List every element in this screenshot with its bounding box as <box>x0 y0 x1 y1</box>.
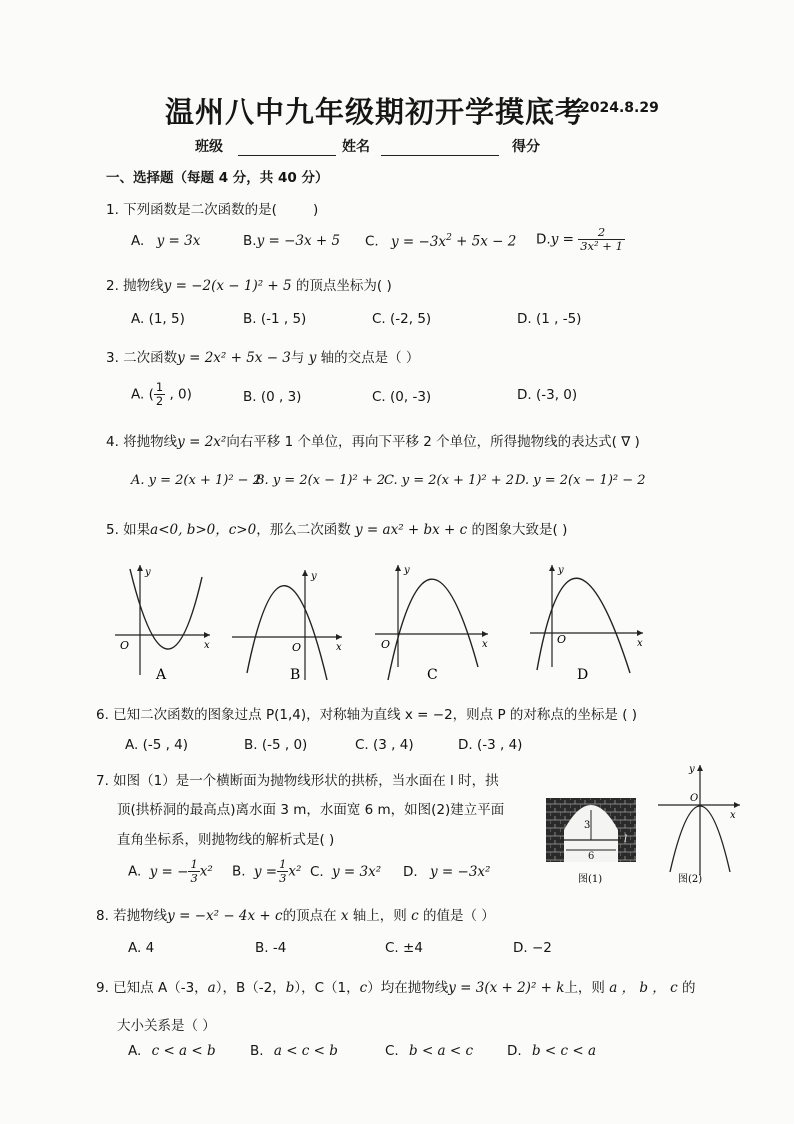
q1-d-expr-pre: y = <box>550 231 574 248</box>
q8-stem-post: 的值是（ ） <box>418 908 495 924</box>
q7-d-expr: y = −3x² <box>429 864 491 880</box>
q4-stem-post: 向右平移 1 个单位，再向下平移 2 个单位，所得抛物线的表达式( ∇ ) <box>226 434 640 450</box>
graph-a-y-label: y <box>145 567 151 578</box>
q5-stem-pre: 5. 如果 <box>106 522 151 538</box>
q9-option-b[interactable] <box>250 1043 338 1059</box>
q3-option-c[interactable]: C. (0, -3) <box>372 389 432 405</box>
q7-b-pre: y = <box>253 863 278 880</box>
q6-option-b[interactable]: B. (-5 , 0) <box>244 737 308 753</box>
q1-option-b[interactable] <box>243 233 340 249</box>
q1-c-expr-post: + 5x − 2 <box>451 233 517 250</box>
q1-d-fraction <box>578 226 625 253</box>
q8-stem-mid2: 轴上，则 <box>348 908 412 924</box>
q9-stem-mid2: ），C（1， <box>294 980 360 996</box>
q4-stem-pre: 4. 将抛物线 <box>106 434 178 450</box>
q8-stem-mid: 的顶点在 <box>282 908 341 924</box>
class-label: 班级 <box>195 139 223 155</box>
q5-graphs <box>0 555 794 690</box>
q7-b-post: x² <box>288 863 302 880</box>
name-label: 姓名 <box>342 139 370 155</box>
q9-d-label: D. <box>507 1043 522 1059</box>
q1-b-expr: y = −3x + 5 <box>256 233 341 249</box>
q7-a-fraction <box>188 858 199 885</box>
q3-stem-post: 轴的交点是（ ） <box>316 350 420 366</box>
name-blank[interactable] <box>381 141 499 156</box>
q3-stem-pre: 3. 二次函数 <box>106 350 178 366</box>
q7-c-expr: y = 3x² <box>332 864 382 880</box>
q7-b-label: B. <box>232 863 246 880</box>
graph-c-parabola <box>388 579 478 680</box>
question-3-stem <box>106 346 419 366</box>
q5-stem-cond: a<0, b>0，c>0 <box>150 522 257 538</box>
q8-stem-c: c <box>411 908 419 924</box>
graph-c-x-label: x <box>482 639 488 650</box>
graph-a-parabola <box>130 569 202 649</box>
q6-option-a[interactable]: A. (-5 , 4) <box>125 737 189 753</box>
q7-figures <box>540 760 760 890</box>
fig2-x-label: x <box>730 810 736 821</box>
q6-option-d[interactable]: D. (-3 , 4) <box>458 737 523 753</box>
q7-option-c[interactable] <box>310 864 381 880</box>
q7-d-label: D. <box>403 864 418 880</box>
graph-b-x-label: x <box>336 642 342 653</box>
graph-d-origin: O <box>557 633 567 646</box>
q9-b-expr: a < c < b <box>273 1043 338 1059</box>
q5-stem-post: 的图象大致是( ) <box>467 522 568 538</box>
q9-a-expr: c < a < b <box>151 1043 216 1059</box>
q8-stem-x: x <box>340 908 349 924</box>
page-title: 温州八中九年级期初开学摸底考 <box>165 95 586 129</box>
fig2-x-arrow <box>734 802 740 808</box>
q8-option-b[interactable]: B. -4 <box>255 940 287 956</box>
q9-b-label: B. <box>250 1043 264 1059</box>
q9-stem-post: 上，则 <box>564 980 605 996</box>
q3-a-fraction <box>154 381 165 408</box>
question-7-line-2: 顶(拱桥洞的最高点)离水面 3 m，水面宽 6 m，如图(2)建立平面 <box>117 802 505 818</box>
q8-option-a[interactable]: A. 4 <box>128 940 155 956</box>
q9-option-d[interactable] <box>507 1043 596 1059</box>
graph-d-y-arrow <box>549 565 555 571</box>
fig2-caption: 图(2) <box>678 874 703 885</box>
q7-b-numerator: 1 <box>279 857 287 871</box>
q3-option-b[interactable]: B. (0 , 3) <box>243 389 302 405</box>
question-4-stem <box>106 430 640 450</box>
graph-b-x-arrow <box>336 634 342 640</box>
question-2-stem <box>106 274 392 294</box>
q4-option-d[interactable]: D. y = 2(x − 1)² − 2 <box>515 473 646 488</box>
graph-c-caption: C <box>427 667 438 683</box>
graph-b-y-arrow <box>302 570 308 576</box>
q1-stem-text: 1. 下列函数是二次函数的是( <box>106 202 277 218</box>
q7-a-pre: y = − <box>149 863 189 880</box>
q1-d-denominator: 3x² + 1 <box>580 239 623 253</box>
q9-a-label: A. <box>128 1043 142 1059</box>
graph-c-y-arrow <box>395 565 401 571</box>
class-blank[interactable] <box>238 141 336 156</box>
q5-graph-d[interactable] <box>530 565 643 683</box>
q7-b-denominator: 3 <box>279 871 287 885</box>
q9-stem-mid1: ），B（-2， <box>215 980 286 996</box>
graph-d-caption: D <box>577 667 589 683</box>
q9-stem-c: c <box>359 980 368 996</box>
question-7-line-1: 7. 如图（1）是一个横断面为抛物线形状的拱桥，当水面在 l 时，拱 <box>96 773 499 789</box>
question-7-line-3: 直角坐标系，则抛物线的解析式是( ) <box>117 832 335 848</box>
q1-d-label: D. <box>536 231 551 248</box>
q1-c-label: C. <box>365 233 379 250</box>
q7-option-a[interactable] <box>128 858 213 885</box>
q2-option-b[interactable]: B. (-1 , 5) <box>243 311 307 327</box>
fig2-y-label: y <box>689 764 695 775</box>
section-heading: 一、选择题（每题 4 分，共 40 分） <box>106 170 329 186</box>
q5-stem-expr: y = ax² + bx + c <box>355 522 468 538</box>
fig2-y-arrow <box>697 765 703 771</box>
q9-stem-pre: 9. 已知点 A（-3， <box>96 980 208 996</box>
question-9-stem <box>96 976 695 996</box>
graph-d-parabola <box>537 578 630 673</box>
fig1-caption: 图(1) <box>578 874 603 885</box>
fig1-height-label: 3 <box>584 820 591 831</box>
q7-a-denominator: 3 <box>190 871 198 885</box>
q3-a-post: , 0) <box>165 386 192 403</box>
q4-option-b[interactable]: B. y = 2(x − 1)² + 2 <box>255 473 386 488</box>
fig1-width-label: 6 <box>588 851 595 862</box>
q9-c-label: C. <box>385 1043 399 1059</box>
graph-b-parabola <box>247 586 327 680</box>
q5-graph-a[interactable] <box>115 565 210 683</box>
graph-b-caption: B <box>290 667 301 683</box>
q9-stem-mid3: ）均在抛物线 <box>367 980 449 996</box>
q8-option-d[interactable]: D. −2 <box>513 940 552 956</box>
q7-c-label: C. <box>310 864 324 880</box>
q2-option-d[interactable]: D. (1 , -5) <box>517 311 582 327</box>
q2-stem-pre: 2. 抛物线 <box>106 278 164 294</box>
q7-b-fraction <box>277 858 288 885</box>
q1-close: ) <box>312 202 319 218</box>
q1-option-c[interactable]: C. $y = -3x^2 + 5x - 2$ <box>365 233 517 250</box>
fig2-origin: O <box>690 793 699 804</box>
q9-stem-a: a <box>207 980 216 996</box>
q5-graph-c[interactable] <box>375 565 488 683</box>
q3-stem-y: y <box>308 350 317 366</box>
graph-a-x-label: x <box>204 640 210 651</box>
q9-option-a[interactable] <box>128 1043 216 1059</box>
graph-b-y-label: y <box>311 571 317 582</box>
graph-a-x-arrow <box>204 632 210 638</box>
q3-option-a[interactable] <box>131 381 192 408</box>
q7-figure-2 <box>658 764 740 885</box>
q8-stem-expr: y = −x² − 4x + c <box>167 908 283 924</box>
q9-stem-expr: y = 3(x + 2)² + k <box>448 980 565 996</box>
q3-stem-expr: y = 2x² + 5x − 3 <box>177 350 291 366</box>
q2-option-a[interactable]: A. (1, 5) <box>131 311 185 327</box>
q1-option-d[interactable] <box>536 226 625 253</box>
q3-a-pre: A. ( <box>131 386 154 403</box>
q9-stem-tail: 的 <box>681 980 696 996</box>
question-5-stem <box>106 518 567 538</box>
q5-graph-b[interactable] <box>232 570 342 683</box>
graph-b-origin: O <box>292 641 302 654</box>
q7-a-post: x² <box>199 863 213 880</box>
graph-c-origin: O <box>381 638 391 651</box>
q4-option-c[interactable]: C. y = 2(x + 1)² + 2 <box>384 473 515 488</box>
graph-a-origin: O <box>120 639 130 652</box>
q1-a-label: A. <box>131 233 145 249</box>
q7-option-d[interactable] <box>403 864 490 880</box>
q8-stem-pre: 8. 若抛物线 <box>96 908 168 924</box>
q3-stem-mid: 与 <box>290 350 309 366</box>
q2-option-c[interactable]: C. (-2, 5) <box>372 311 432 327</box>
graph-d-x-arrow <box>637 630 643 636</box>
graph-c-y-label: y <box>404 565 410 576</box>
q7-a-label: A. <box>128 863 142 880</box>
question-9-line-2: 大小关系是（ ） <box>117 1018 216 1034</box>
q2-stem-expr: y = −2(x − 1)² + 5 <box>163 278 292 294</box>
q1-a-expr: y = 3x <box>156 233 201 249</box>
class-field <box>195 136 336 156</box>
q9-stem-b: b <box>285 980 295 996</box>
q7-figure-1 <box>546 798 636 885</box>
q1-option-a[interactable] <box>131 233 200 249</box>
graph-c-x-arrow <box>482 631 488 637</box>
q5-stem-mid: ，那么二次函数 <box>256 522 356 538</box>
exam-date: 2024.8.29 <box>580 100 659 116</box>
question-1-stem <box>106 198 318 218</box>
q3-option-d[interactable]: D. (-3, 0) <box>517 387 578 403</box>
q4-stem-expr: y = 2x² <box>177 434 227 450</box>
question-6-stem: 6. 已知二次函数的图象过点 P(1,4)，对称轴为直线 x = −2，则点 P 的对称点的坐标是 ( ) <box>96 707 638 723</box>
q7-option-b[interactable] <box>232 858 301 885</box>
fig1-l-label: l <box>624 834 628 845</box>
q9-d-expr: b < c < a <box>531 1043 597 1059</box>
q9-option-c[interactable] <box>385 1043 473 1059</box>
graph-a-y-arrow <box>137 565 143 571</box>
q7-a-numerator: 1 <box>190 857 198 871</box>
q4-option-a[interactable]: A. y = 2(x + 1)² − 2 <box>131 473 261 488</box>
name-field <box>342 136 499 156</box>
q1-b-label: B. <box>243 233 257 249</box>
q9-c-expr: b < a < c <box>409 1043 474 1059</box>
graph-d-y-label: y <box>558 565 564 576</box>
q3-a-numerator: 1 <box>155 380 164 394</box>
q3-a-denominator: 2 <box>155 394 164 408</box>
graph-a-caption: A <box>156 667 167 683</box>
q2-stem-post: 的顶点坐标为( ) <box>291 278 392 294</box>
score-label: 得分 <box>512 139 540 155</box>
q1-c-expr-pre: y = −3x <box>391 233 447 250</box>
q1-d-numerator: 2 <box>578 226 625 240</box>
q8-option-c[interactable]: C. ±4 <box>385 940 423 956</box>
q6-option-c[interactable]: C. (3 , 4) <box>355 737 414 753</box>
graph-d-x-label: x <box>637 638 643 649</box>
question-8-stem <box>96 904 495 924</box>
q9-stem-abc: a ， b ， c <box>604 980 682 996</box>
